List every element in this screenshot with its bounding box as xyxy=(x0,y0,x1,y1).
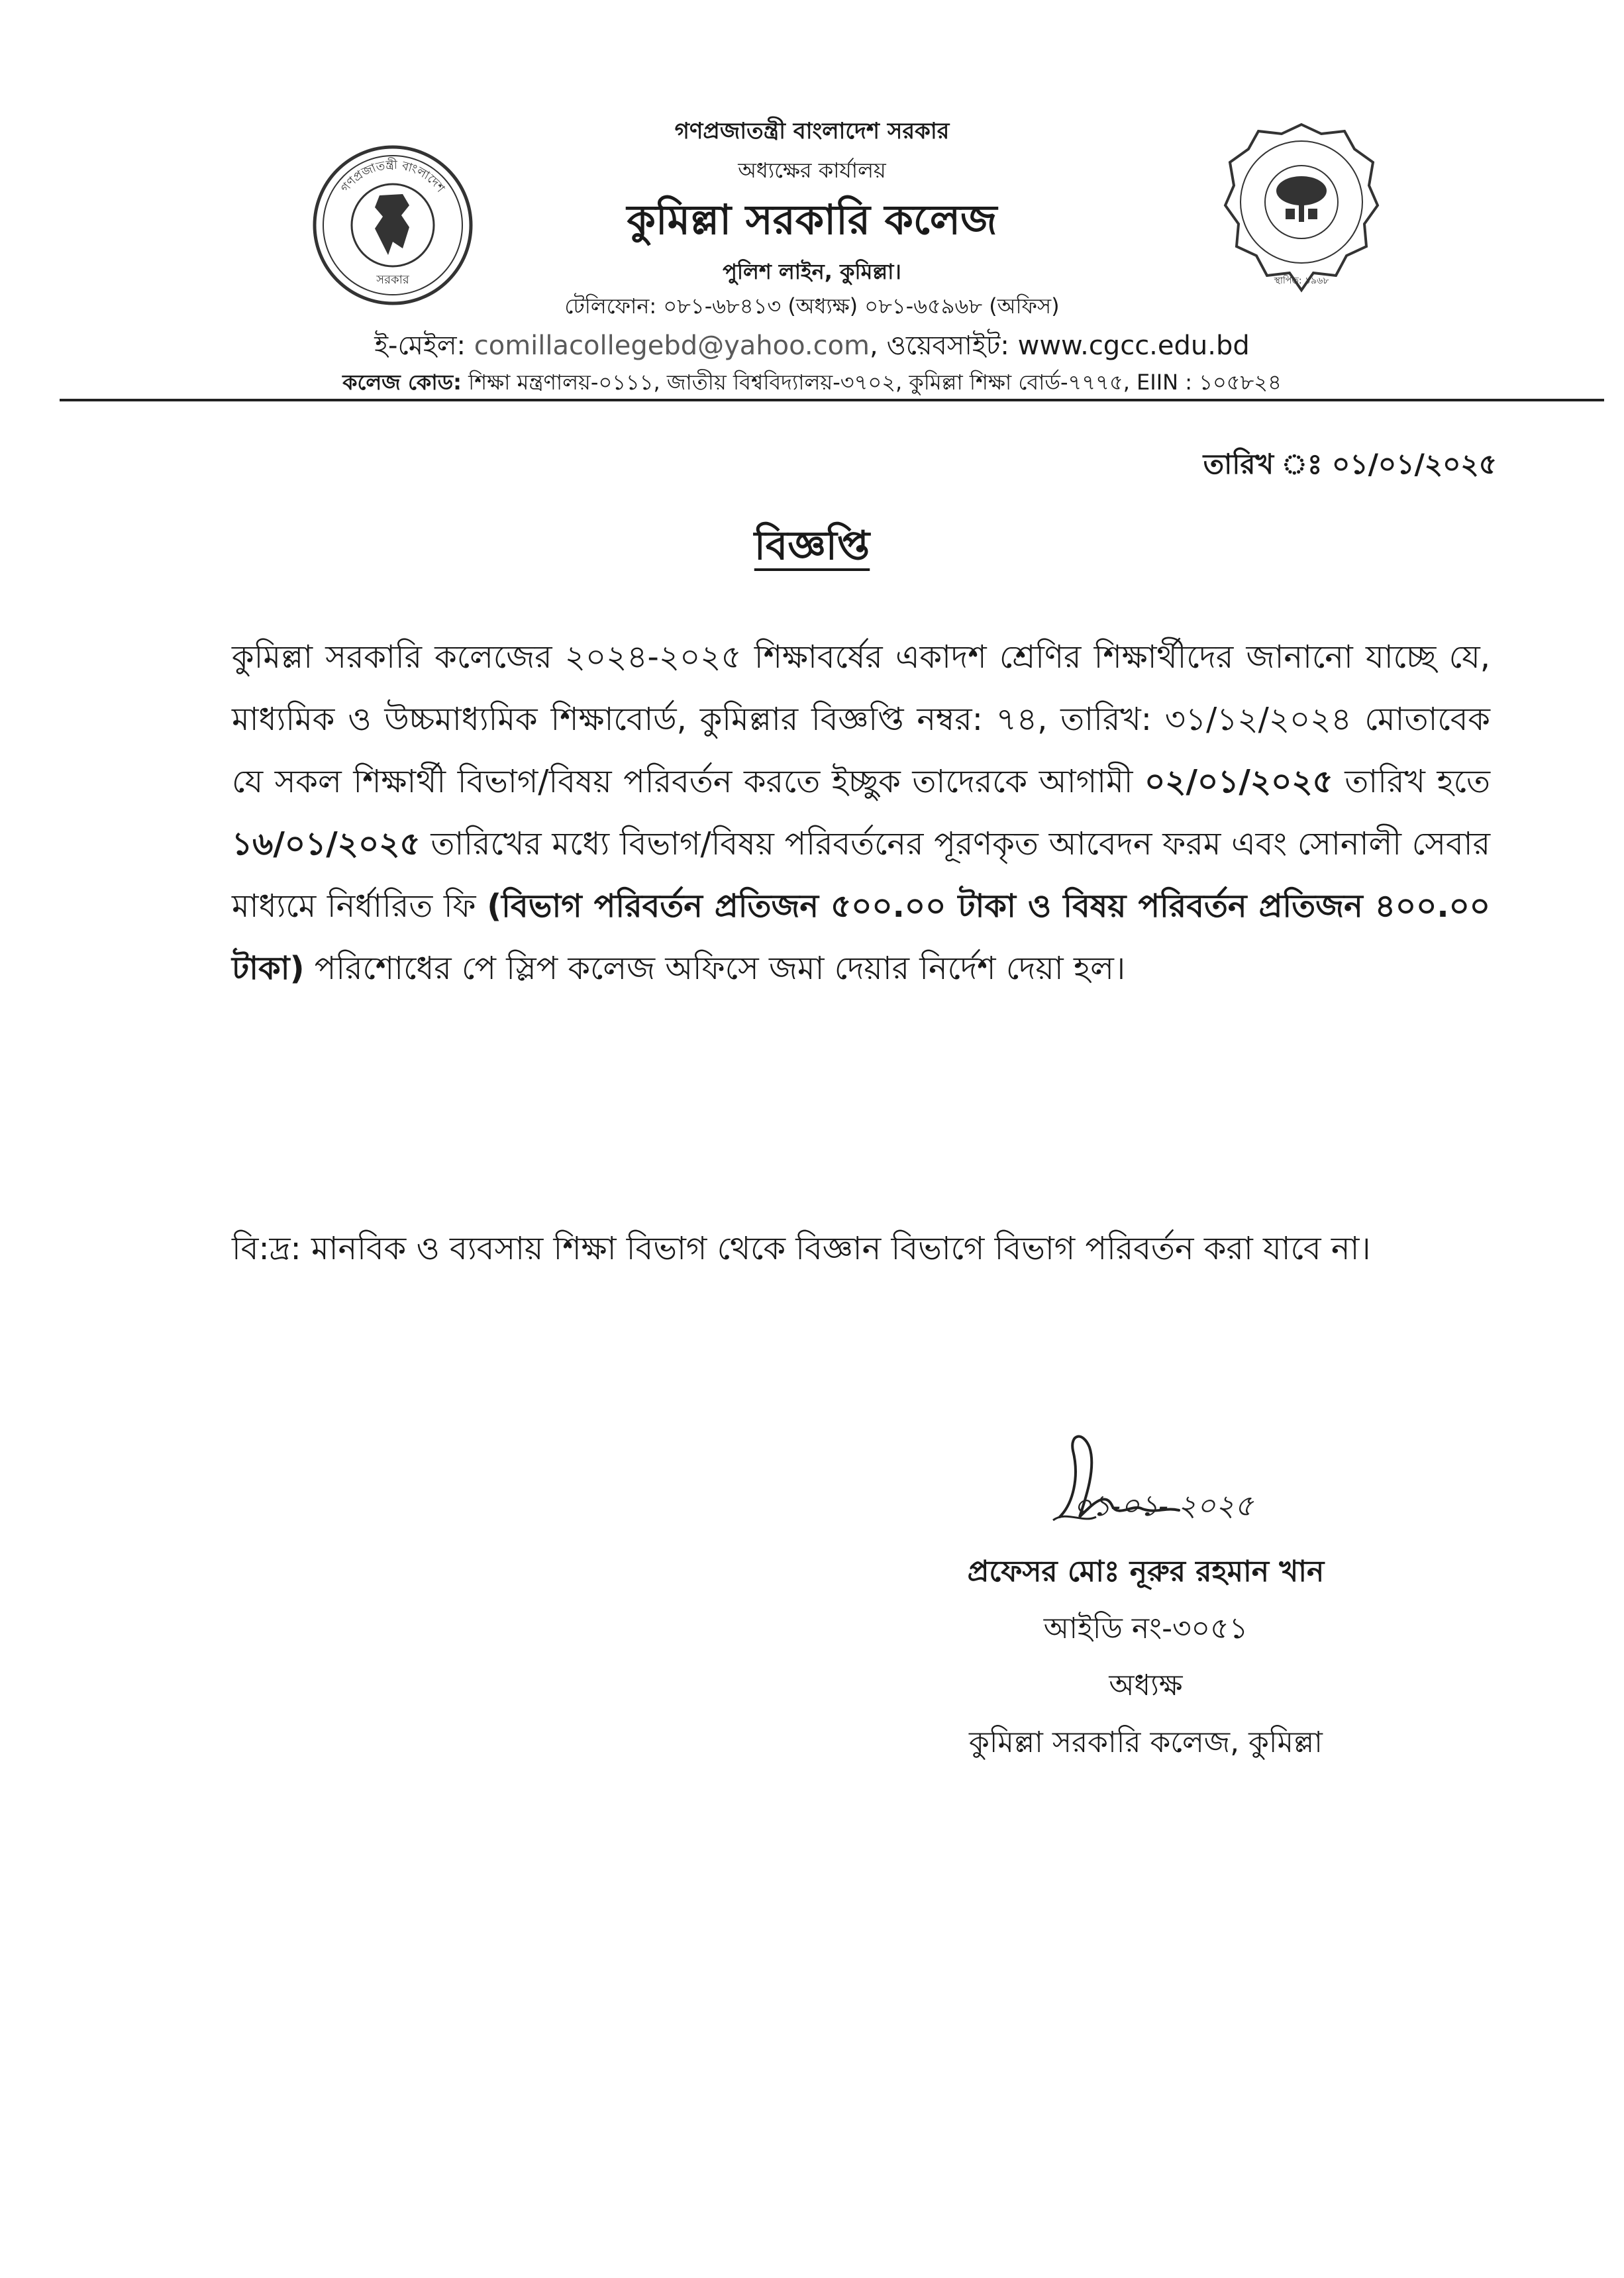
signature-date: ০১-০১- ২০২৫ xyxy=(1073,1489,1254,1523)
signature-block xyxy=(888,1543,1404,1771)
college-title: কুমিল্লা সরকারি কলেজ xyxy=(627,195,997,244)
notice-body xyxy=(232,626,1490,1000)
signatory-id: আইডি নং-৩০৫১ xyxy=(1043,1612,1248,1645)
body-text-1: কুমিল্লা সরকারি কলেজের ২০২৪-২০২৫ শিক্ষাবর্ষের একাদশ শ্রেণির শিক্ষার্থীদের জানানো যাচ্ছে যে, মাধ্যমিক ও উচ্চমাধ্যমিক শিক্ষাবোর্ড, কুমিল্লার বিজ্ঞপ্তি নম্বর: ৭৪, তারিখ: ৩১/১২/২০২৪ মোতাবেক যে সকল শিক্ষার্থী বিভাগ/বিষয় পরিবর্তন করতে ইচ্ছুক তাদেরকে আগামী xyxy=(232,639,1490,800)
notice-note: বি:দ্র: মানবিক ও ব্যবসায় শিক্ষা বিভাগ থেকে বিজ্ঞান বিভাগে বিভাগ পরিবর্তন করা যাবে না। xyxy=(232,1230,1371,1267)
start-date: ০২/০১/২০২৫ xyxy=(1144,763,1333,800)
body-text-3: তারিখের মধ্যে বিভাগ/বিষয় পরিবর্তনের পূরণকৃত আবেদন ফরম এবং সোনালী সেবার মাধ্যমে নির্ধারিত ফি xyxy=(232,825,1490,925)
signatory-institution: কুমিল্লা সরকারি কলেজ, কুমিল্লা xyxy=(969,1726,1323,1759)
logo-year-text: স্থাপিত: ১৯৬৮ xyxy=(1274,276,1329,286)
office-name: অধ্যক্ষের কার্যালয় xyxy=(738,158,886,183)
body-text-2: তারিখ হতে xyxy=(1333,763,1490,800)
header-divider xyxy=(60,399,1604,401)
seal-top-text: গণপ্রজাতন্ত্রী বাংলাদেশ xyxy=(338,158,448,195)
college-address: পুলিশ লাইন, কুমিল্লা। xyxy=(723,259,901,284)
codes-label: কলেজ কোড: xyxy=(342,370,462,395)
email-link[interactable]: comillacollegebd@yahoo.com xyxy=(474,331,870,361)
phone-numbers: টেলিফোন: ০৮১-৬৮৪১৩ (অধ্যক্ষ) ০৮১-৬৫৯৬৮ (অফিস) xyxy=(564,293,1060,319)
website-label: , ওয়েবসাইট: xyxy=(870,331,1009,361)
codes-text: শিক্ষা মন্ত্রণালয়-০১১১, জাতীয় বিশ্ববিদ্যালয়-৩৭০২, কুমিল্লা শিক্ষা বোর্ড-৭৭৭৫, EIIN : ১০৫৮২৪ xyxy=(468,370,1282,395)
website-link[interactable]: www.cgcc.edu.bd xyxy=(1017,331,1250,361)
contact-line xyxy=(0,325,1624,369)
seal-bottom-text: সরকার xyxy=(376,273,409,287)
body-text-4: পরিশোধের পে স্লিপ কলেজ অফিসে জমা দেয়ার নির্দেশ দেয়া হল। xyxy=(304,950,1126,987)
signatory-designation: অধ্যক্ষ xyxy=(1109,1669,1183,1702)
college-codes xyxy=(0,366,1624,401)
fee-details: (বিভাগ পরিবর্তন প্রতিজন ৫০০.০০ টাকা ও বিষয় পরিবর্তন প্রতিজন ৪০০.০০ টাকা) xyxy=(232,888,1491,987)
end-date: ১৬/০১/২০২৫ xyxy=(232,825,421,862)
signatory-name: প্রফেসর মোঃ নূরুর রহমান খান xyxy=(967,1555,1325,1588)
notice-heading-text: বিজ্ঞপ্তি xyxy=(754,523,870,569)
notice-date: তারিখ ঃ ০১/০১/২০২৫ xyxy=(1203,448,1497,480)
notice-heading xyxy=(0,515,1624,582)
government-name: গণপ্রজাতন্ত্রী বাংলাদেশ সরকার xyxy=(674,118,950,144)
email-label: ই-মেইল: xyxy=(374,331,466,361)
